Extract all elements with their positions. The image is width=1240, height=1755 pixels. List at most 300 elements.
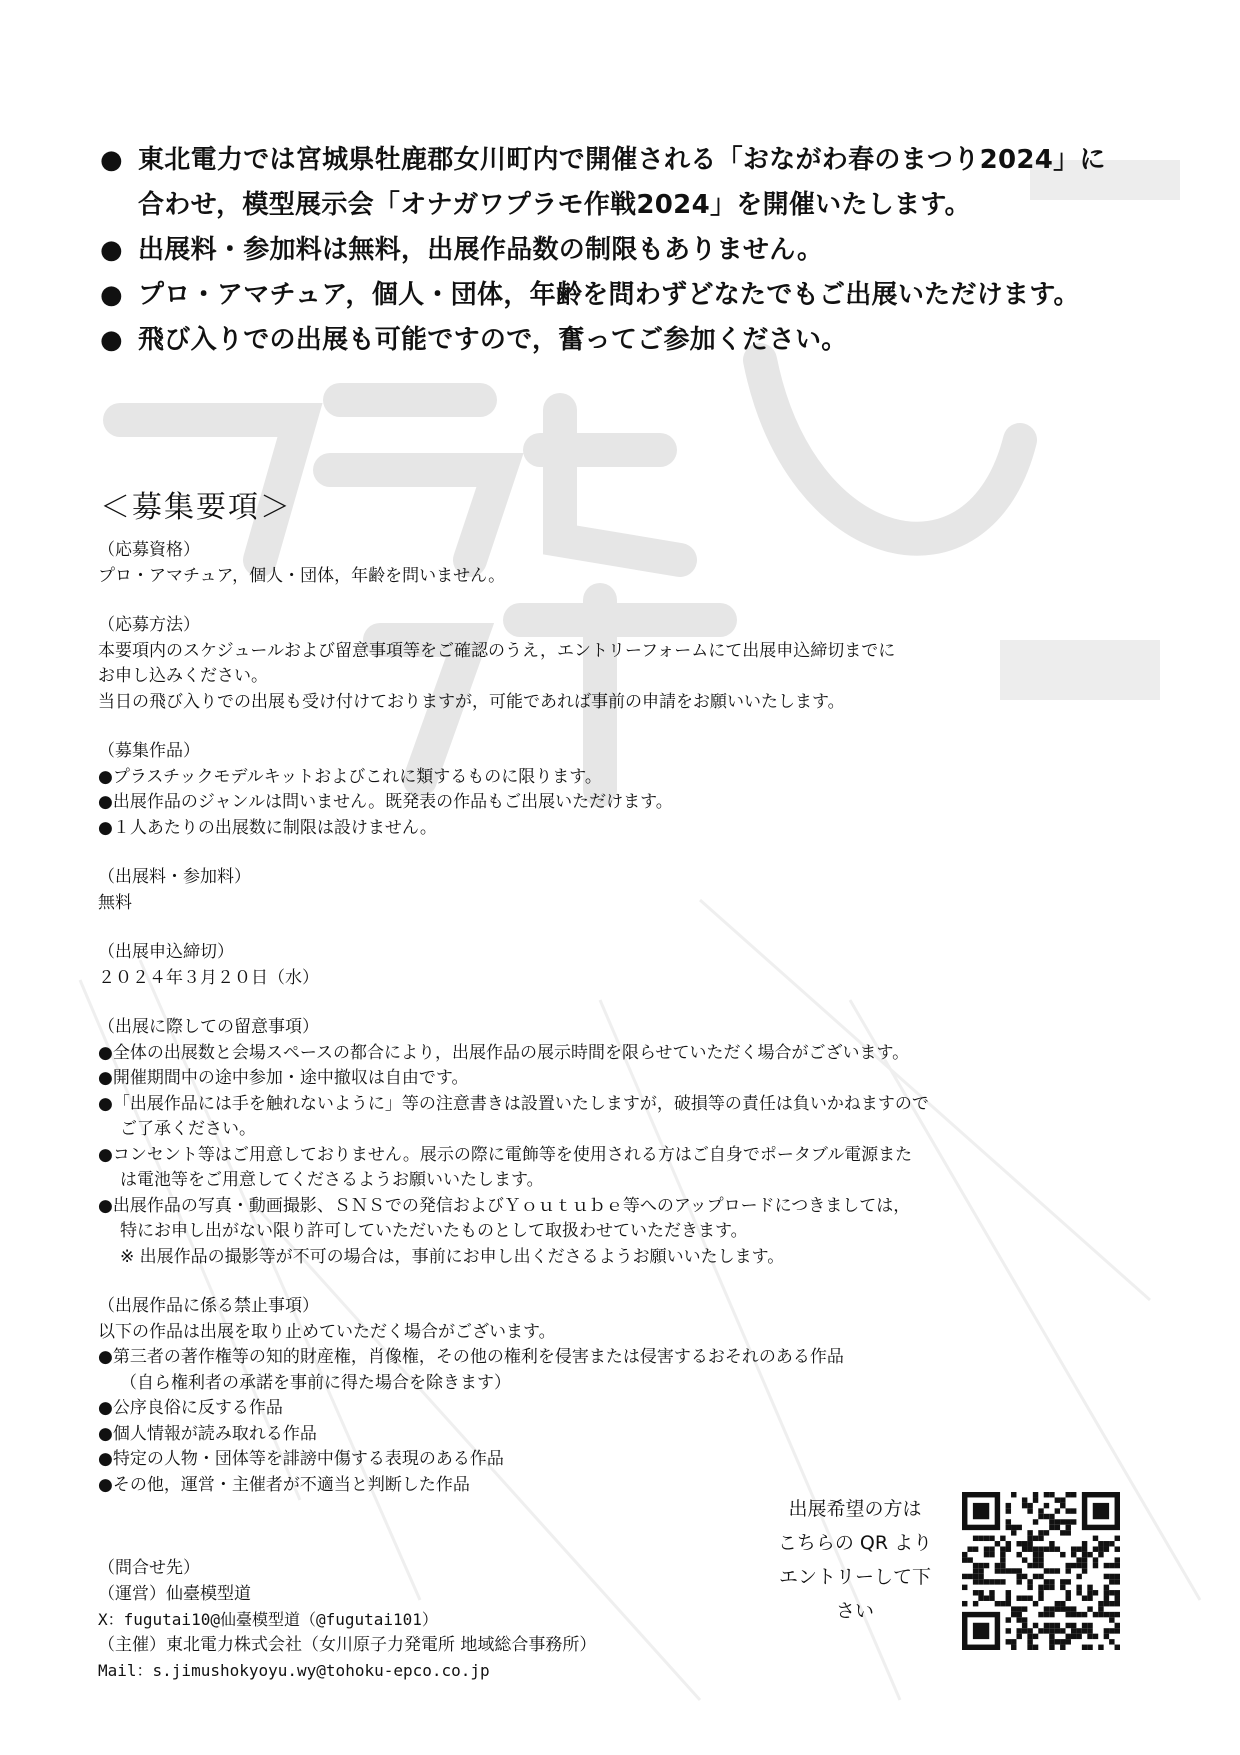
qr-module [1011,1492,1016,1497]
qr-module [1104,1546,1109,1551]
qr-module [973,1574,978,1579]
qr-module [1066,1519,1071,1524]
qr-module [1027,1596,1032,1601]
qr-module [1066,1525,1071,1530]
qr-module [989,1552,994,1557]
qr-module [978,1590,983,1595]
qr-module [1087,1645,1092,1650]
qr-module [1109,1639,1114,1644]
qr-module [984,1552,989,1557]
qr-module [1071,1508,1076,1513]
qr-module [1060,1645,1065,1650]
qr-module [1082,1557,1087,1562]
bullet-icon: ● [100,325,123,355]
qr-module [1022,1628,1027,1633]
qr-module [1060,1601,1065,1606]
qr-module [995,1579,1000,1584]
qr-module [1098,1612,1103,1617]
qr-module [1087,1634,1092,1639]
qr-module [1115,1579,1120,1584]
qr-module [1066,1590,1071,1595]
qr-module [1038,1563,1043,1568]
qr-module [1082,1645,1087,1650]
qr-module [1093,1563,1098,1568]
qr-module [1109,1628,1114,1633]
section-title: （出展料・参加料） [98,867,251,887]
qr-module [1104,1612,1109,1617]
intro-bullet [100,228,1180,273]
qr-module [1022,1623,1027,1628]
qr-module [1016,1617,1021,1622]
qr-module [1006,1503,1011,1508]
qr-module [1076,1557,1081,1562]
qr-module [1022,1557,1027,1562]
qr-module [1066,1639,1071,1644]
section-line: ●出展作品のジャンルは問いません。既発表の作品もご出展いただけます。 [98,792,673,812]
qr-module [962,1557,967,1562]
section-line: ●出展作品の写真・動画撮影、ＳＮＳでの発信およびＹｏｕｔｕｂｅ等へのアップロードにつきましては， [98,1195,911,1216]
qr-module [967,1557,972,1562]
qr-module [1109,1617,1114,1622]
section-line: 以下の作品は出展を取り止めていただく場合がございます。 [98,1321,556,1342]
qr-module [1115,1557,1120,1562]
qr-module [1027,1541,1032,1546]
section-title: （出展に際しての留意事項） [98,1017,319,1037]
qr-module [1006,1541,1011,1546]
qr-module [984,1563,989,1568]
section-line: 当日の飛び入りでの出展も受け付けておりますが，可能であれば事前の申請をお願いいたします。 [98,691,845,712]
qr-module [1115,1563,1120,1568]
qr-module [1055,1525,1060,1530]
qr-module [1049,1585,1054,1590]
qr-module [1109,1574,1114,1579]
qr-module [973,1568,978,1573]
qr-module [1082,1563,1087,1568]
qr-module [1115,1645,1120,1650]
qr-module [1087,1628,1092,1633]
qr-module [1000,1579,1005,1584]
qr-module [1033,1557,1038,1562]
qr-module [1115,1628,1120,1633]
qr-module [1016,1606,1021,1611]
qr-module [995,1568,1000,1573]
qr-module [1022,1606,1027,1611]
qr-module [1055,1519,1060,1524]
qr-module [1000,1601,1005,1606]
intro-bullet-text: 飛び入りでの出展も可能ですので，奮ってご参加ください。 [138,325,848,355]
section-line: 本要項内のスケジュールおよび留意事項等をご確認のうえ，エントリーフォームにて出展申込締切までに [98,640,896,661]
qr-module [1066,1508,1071,1513]
qr-finder-pattern [1093,1503,1109,1519]
qr-module [1104,1590,1109,1595]
qr-module [1082,1623,1087,1628]
qr-module [1055,1601,1060,1606]
qr-module [1060,1628,1065,1633]
qr-module [1033,1563,1038,1568]
qr-module [1033,1623,1038,1628]
qr-module [1038,1557,1043,1562]
qr-module [1109,1541,1114,1546]
bullet-icon: ● [100,280,123,310]
qr-module [1115,1574,1120,1579]
contact-email[interactable]: Mail：s.jimushokyoyu.wy@tohoku-epco.co.jp [98,1661,490,1680]
qr-module [1049,1525,1054,1530]
qr-module [1006,1596,1011,1601]
qr-module [1006,1519,1011,1524]
contact-block [98,1556,858,1684]
qr-module [978,1563,983,1568]
qr-module [1066,1568,1071,1573]
qr-module [1033,1552,1038,1557]
qr-module [1049,1568,1054,1573]
qr-module [962,1601,967,1606]
qr-module [1038,1574,1043,1579]
qr-module [1055,1628,1060,1633]
qr-module [1049,1634,1054,1639]
qr-module [1104,1574,1109,1579]
section-line: ●公序良俗に反する作品 [98,1398,283,1418]
qr-module [1011,1525,1016,1530]
qr-module [1104,1601,1109,1606]
qr-module [1033,1645,1038,1650]
qr-module [1049,1645,1054,1650]
qr-module [1011,1645,1016,1650]
qr-module [1027,1536,1032,1541]
qr-module [1027,1645,1032,1650]
qr-module [1022,1596,1027,1601]
qr-module [1115,1536,1120,1541]
qr-module [1104,1563,1109,1568]
qr-module [995,1563,1000,1568]
qr-module [1071,1612,1076,1617]
qr-module [1038,1596,1043,1601]
qr-module [1027,1585,1032,1590]
qr-module [1016,1552,1021,1557]
qr-module [1071,1492,1076,1497]
section-title: （応募資格） [98,540,200,560]
qr-module [1115,1612,1120,1617]
qr-module [1049,1623,1054,1628]
qr-module [1011,1606,1016,1611]
qr-module [1022,1574,1027,1579]
qr-module [1027,1530,1032,1535]
qr-module [1016,1574,1021,1579]
qr-module [1049,1492,1054,1497]
qr-module [1006,1601,1011,1606]
qr-module [1071,1546,1076,1551]
qr-module [1049,1606,1054,1611]
qr-module [1006,1546,1011,1551]
qr-module [1109,1612,1114,1617]
qr-module [1033,1574,1038,1579]
qr-module [1049,1628,1054,1633]
qr-module [1066,1596,1071,1601]
qr-module [1087,1623,1092,1628]
qr-module [1066,1579,1071,1584]
qr-module [1038,1628,1043,1633]
qr-module [1087,1590,1092,1595]
qr-module [989,1579,994,1584]
qr-module [1000,1536,1005,1541]
qr-module [1066,1606,1071,1611]
requirement-section [98,1294,1158,1498]
qr-module [1006,1590,1011,1595]
requirements-heading: ＜募集要項＞ [100,490,292,525]
qr-module [1006,1628,1011,1633]
qr-finder-pattern [973,1623,989,1639]
qr-module [1022,1546,1027,1551]
qr-module [1055,1639,1060,1644]
qr-module [978,1574,983,1579]
bullet-icon: ● [100,235,123,265]
qr-module [1071,1606,1076,1611]
qr-module [1044,1568,1049,1573]
entry-qr-code[interactable] [962,1492,1120,1650]
qr-module [1038,1612,1043,1617]
intro-bullet [100,273,1180,318]
qr-module [1038,1590,1043,1595]
qr-module [1049,1639,1054,1644]
qr-module [1044,1606,1049,1611]
contact-host: （主催）東北電力株式会社（女川原子力発電所 地域総合事務所） [98,1634,597,1655]
qr-module [973,1536,978,1541]
qr-module [1082,1612,1087,1617]
qr-module [1027,1639,1032,1644]
qr-module [1027,1634,1032,1639]
qr-module [1038,1546,1043,1551]
section-line: （自ら権利者の承諾を事前に得た場合を除きます） [120,1372,511,1393]
section-line: ●１人あたりの出展数に制限は設けません。 [98,817,437,838]
section-line: ●その他，運営・主催者が不適当と判断した作品 [98,1474,470,1495]
qr-module [1000,1568,1005,1573]
qr-module [978,1536,983,1541]
section-line: ●第三者の著作権等の知的財産権，肖像権，その他の権利を侵害または侵害するおそれのある作品 [98,1347,844,1367]
qr-module [1098,1606,1103,1611]
qr-module [1044,1612,1049,1617]
intro-bullet-text: プロ・アマチュア，個人・団体，年齢を問わずどなたでもご出展いただけます。 [138,280,1080,310]
qr-module [1060,1579,1065,1584]
qr-module [1066,1563,1071,1568]
qr-module [1076,1546,1081,1551]
qr-module [967,1574,972,1579]
qr-module [1093,1590,1098,1595]
section-line: ●全体の出展数と会場スペースの都合により，出展作品の展示時間を限らせていただく場合がございます。 [98,1042,910,1063]
qr-module [1060,1585,1065,1590]
qr-module [978,1579,983,1584]
section-line: ●開催期間中の途中参加・途中撤収は自由です。 [98,1068,469,1088]
qr-module [1098,1541,1103,1546]
qr-module [1044,1628,1049,1633]
requirements-sections [98,538,1158,1522]
qr-module [973,1579,978,1584]
contact-organizer: （運営）仙臺模型道 [98,1583,251,1604]
qr-module [1076,1628,1081,1633]
qr-module [1060,1503,1065,1508]
contact-title: （問合せ先） [98,1558,200,1578]
section-line: 特にお申し出がない限り許可していただいたものとして取扱わせていただきます。 [120,1221,748,1241]
qr-module [1104,1596,1109,1601]
qr-module [1027,1503,1032,1508]
requirement-section [98,940,1158,991]
qr-module [1076,1585,1081,1590]
qr-module [1044,1546,1049,1551]
qr-module [1071,1634,1076,1639]
qr-module [1016,1525,1021,1530]
qr-module [1022,1503,1027,1508]
qr-module [1060,1497,1065,1502]
qr-module [1049,1519,1054,1524]
qr-module [1055,1497,1060,1502]
qr-module [1011,1639,1016,1644]
qr-module [1049,1546,1054,1551]
qr-module [1093,1557,1098,1562]
qr-module [1033,1601,1038,1606]
qr-module [1049,1541,1054,1546]
qr-module [1115,1590,1120,1595]
qr-module [1033,1519,1038,1524]
qr-finder-pattern [973,1503,989,1519]
qr-module [1022,1541,1027,1546]
qr-module [1104,1628,1109,1633]
section-title: （募集作品） [98,741,200,761]
qr-module [1082,1552,1087,1557]
qr-module [1104,1541,1109,1546]
qr-module [1104,1585,1109,1590]
qr-module [1016,1596,1021,1601]
section-line: ご了承ください。 [120,1119,256,1139]
qr-module [1027,1563,1032,1568]
qr-module [1033,1634,1038,1639]
qr-module [1066,1492,1071,1497]
qr-module [1055,1568,1060,1573]
qr-module [1060,1639,1065,1644]
qr-module [1109,1579,1114,1584]
qr-module [1076,1634,1081,1639]
qr-module [1071,1552,1076,1557]
section-line: ※ 出展作品の撮影等が不可の場合は，事前にお申し出くださるようお願いいたします。 [120,1246,785,1267]
section-title: （出展作品に係る禁止事項） [98,1296,319,1316]
qr-module [1044,1514,1049,1519]
qr-module [1093,1546,1098,1551]
qr-module [973,1590,978,1595]
qr-module [1115,1601,1120,1606]
qr-module [1033,1492,1038,1497]
section-line: ２０２４年３月２０日（水） [98,967,319,988]
qr-module [1011,1530,1016,1535]
qr-module [1115,1623,1120,1628]
qr-module [1082,1596,1087,1601]
qr-module [1066,1612,1071,1617]
qr-module [984,1596,989,1601]
qr-module [1082,1628,1087,1633]
qr-module [1038,1585,1043,1590]
qr-module [1049,1612,1054,1617]
qr-module [1006,1525,1011,1530]
qr-module [978,1596,983,1601]
intro-bullet-text: 出展料・参加料は無料，出展作品数の制限もありません。 [138,235,824,265]
qr-module [1093,1634,1098,1639]
qr-module [1071,1519,1076,1524]
qr-module [1109,1590,1114,1595]
qr-module [1115,1546,1120,1551]
qr-module [1033,1546,1038,1551]
section-line: は電池等をご用意してくださるようお願いいたします。 [120,1170,544,1190]
qr-module [1087,1596,1092,1601]
qr-module [962,1585,967,1590]
qr-module [984,1546,989,1551]
qr-module [1066,1634,1071,1639]
qr-module [1027,1546,1032,1551]
qr-module [1093,1536,1098,1541]
requirement-section [98,538,1158,589]
qr-module [1016,1541,1021,1546]
section-line: ●個人情報が読み取れる作品 [98,1423,317,1444]
qr-module [989,1590,994,1595]
section-line: ●「出展作品には手を触れないように」等の注意書きは設置いたしますが，破損等の責任は負いかねますので [98,1093,929,1114]
qr-module [984,1579,989,1584]
section-line: ●プラスチックモデルキットおよびこれに類するものに限ります。 [98,766,602,787]
qr-module [1044,1579,1049,1584]
qr-module [1082,1541,1087,1546]
qr-module [1071,1563,1076,1568]
qr-module [1016,1634,1021,1639]
qr-module [1027,1628,1032,1633]
qr-module [984,1536,989,1541]
qr-module [1060,1519,1065,1524]
qr-module [1038,1536,1043,1541]
qr-module [989,1546,994,1551]
qr-module [1000,1546,1005,1551]
qr-module [1022,1497,1027,1502]
qr-module [1016,1568,1021,1573]
qr-module [1038,1508,1043,1513]
intro-bullets [100,138,1180,363]
requirement-section [98,865,1158,916]
qr-module [1087,1585,1092,1590]
qr-module [1044,1492,1049,1497]
bullet-icon: ● [100,145,123,175]
qr-module [1006,1508,1011,1513]
section-line: お申し込みください。 [98,666,268,686]
qr-module [1087,1606,1092,1611]
qr-module [1098,1552,1103,1557]
section-title: （応募方法） [98,615,200,635]
qr-module [967,1546,972,1551]
intro-bullet [100,318,1180,363]
qr-module [1076,1590,1081,1595]
qr-module [1098,1645,1103,1650]
intro-bullet [100,138,1180,228]
qr-module [1049,1514,1054,1519]
qr-module [1000,1557,1005,1562]
qr-module [978,1568,983,1573]
qr-module [1027,1508,1032,1513]
qr-module [1022,1617,1027,1622]
qr-module [1000,1563,1005,1568]
section-line: 無料 [98,892,132,913]
qr-module [1104,1634,1109,1639]
contact-x-account[interactable]: X：fugutai10@仙臺模型道（@fugutai101） [98,1610,438,1629]
qr-module [1115,1596,1120,1601]
qr-module [973,1546,978,1551]
qr-module [1109,1563,1114,1568]
qr-module [989,1536,994,1541]
qr-module [962,1574,967,1579]
qr-module [1060,1606,1065,1611]
requirement-section [98,613,1158,715]
qr-module [1049,1579,1054,1584]
qr-caption: 出展希望の方は こちらの QR より エントリーして下さい [777,1498,933,1622]
